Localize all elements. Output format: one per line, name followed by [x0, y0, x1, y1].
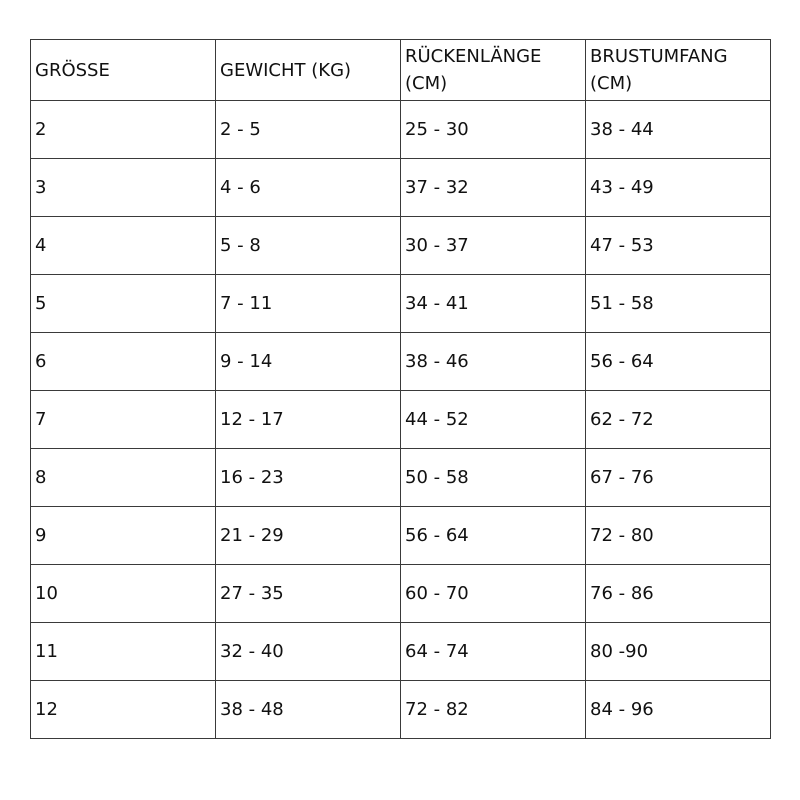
cell-size: 7 — [31, 391, 216, 449]
cell-size: 10 — [31, 565, 216, 623]
cell-weight: 32 - 40 — [216, 623, 401, 681]
cell-size: 11 — [31, 623, 216, 681]
cell-size: 5 — [31, 275, 216, 333]
cell-back-length: 30 - 37 — [401, 217, 586, 275]
table-row — [31, 333, 771, 391]
cell-back-length: 56 - 64 — [401, 507, 586, 565]
cell-weight: 12 - 17 — [216, 391, 401, 449]
cell-weight: 4 - 6 — [216, 159, 401, 217]
cell-chest-girth: 72 - 80 — [586, 507, 771, 565]
table-row — [31, 449, 771, 507]
size-chart-table — [30, 39, 771, 739]
table-row — [31, 507, 771, 565]
cell-chest-girth: 51 - 58 — [586, 275, 771, 333]
cell-chest-girth: 38 - 44 — [586, 101, 771, 159]
cell-weight: 38 - 48 — [216, 681, 401, 739]
cell-weight: 5 - 8 — [216, 217, 401, 275]
cell-weight: 7 - 11 — [216, 275, 401, 333]
cell-size: 12 — [31, 681, 216, 739]
header-chest-girth — [586, 40, 771, 101]
table-row — [31, 565, 771, 623]
cell-back-length: 50 - 58 — [401, 449, 586, 507]
cell-size: 4 — [31, 217, 216, 275]
cell-back-length: 34 - 41 — [401, 275, 586, 333]
cell-back-length: 37 - 32 — [401, 159, 586, 217]
header-weight-label: GEWICHT (KG) — [220, 59, 352, 81]
header-back-length-unit: (CM) — [405, 73, 448, 94]
header-size — [31, 40, 216, 101]
cell-back-length: 64 - 74 — [401, 623, 586, 681]
cell-weight: 9 - 14 — [216, 333, 401, 391]
header-back-length — [401, 40, 586, 101]
cell-size: 6 — [31, 333, 216, 391]
header-chest-girth-unit: (CM) — [590, 73, 633, 94]
cell-weight: 21 - 29 — [216, 507, 401, 565]
cell-chest-girth: 84 - 96 — [586, 681, 771, 739]
table-row — [31, 101, 771, 159]
header-row — [31, 40, 771, 101]
table-row — [31, 391, 771, 449]
cell-size: 8 — [31, 449, 216, 507]
cell-back-length: 60 - 70 — [401, 565, 586, 623]
cell-chest-girth: 43 - 49 — [586, 159, 771, 217]
table-row — [31, 275, 771, 333]
cell-chest-girth: 67 - 76 — [586, 449, 771, 507]
table-row — [31, 217, 771, 275]
cell-size: 3 — [31, 159, 216, 217]
table-row — [31, 159, 771, 217]
cell-chest-girth: 47 - 53 — [586, 217, 771, 275]
table-row — [31, 623, 771, 681]
header-chest-girth-label: BRUSTUMFANG — [590, 46, 728, 67]
header-size-label: GRÖSSE — [35, 59, 110, 81]
cell-back-length: 25 - 30 — [401, 101, 586, 159]
table-row — [31, 681, 771, 739]
cell-back-length: 38 - 46 — [401, 333, 586, 391]
cell-weight: 27 - 35 — [216, 565, 401, 623]
cell-weight: 2 - 5 — [216, 101, 401, 159]
cell-chest-girth: 56 - 64 — [586, 333, 771, 391]
cell-back-length: 44 - 52 — [401, 391, 586, 449]
cell-chest-girth: 80 -90 — [586, 623, 771, 681]
cell-weight: 16 - 23 — [216, 449, 401, 507]
cell-chest-girth: 76 - 86 — [586, 565, 771, 623]
header-back-length-label: RÜCKENLÄNGE — [405, 46, 542, 67]
cell-back-length: 72 - 82 — [401, 681, 586, 739]
table-body — [31, 101, 771, 739]
header-weight — [216, 40, 401, 101]
table-header — [31, 40, 771, 101]
cell-chest-girth: 62 - 72 — [586, 391, 771, 449]
cell-size: 9 — [31, 507, 216, 565]
cell-size: 2 — [31, 101, 216, 159]
